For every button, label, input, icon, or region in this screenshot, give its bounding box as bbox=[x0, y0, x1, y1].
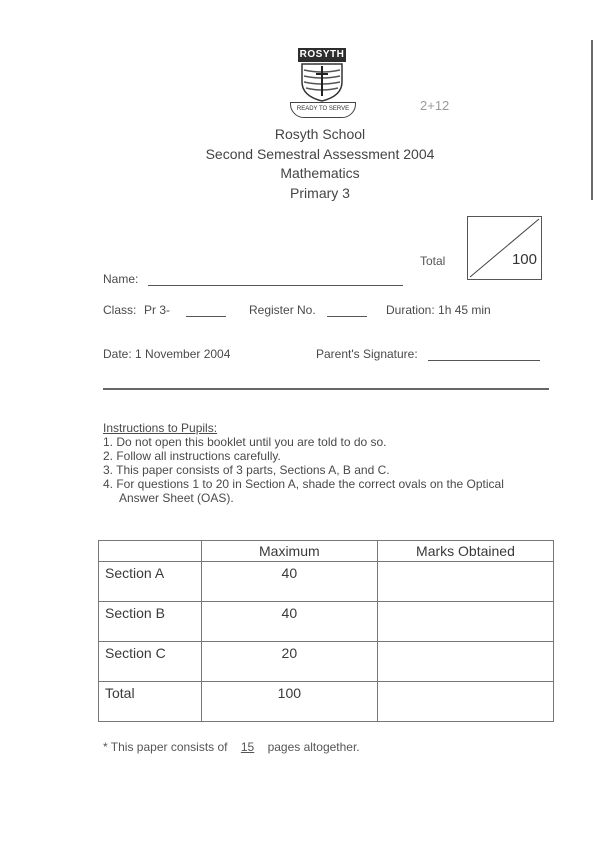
section-cell: Section A bbox=[99, 562, 202, 602]
score-out-of: 100 bbox=[511, 251, 537, 268]
instruction-item: Answer Sheet (OAS). bbox=[103, 491, 234, 505]
date-text: Date: 1 November 2004 bbox=[103, 347, 231, 361]
level-title: Primary 3 bbox=[290, 185, 350, 201]
name-line[interactable] bbox=[148, 285, 403, 286]
instructions-title: Instructions to Pupils: bbox=[103, 421, 218, 435]
register-line[interactable] bbox=[327, 316, 367, 317]
total-label: Total bbox=[420, 254, 446, 268]
instruction-item: 1. Do not open this booklet until you are told to do so. bbox=[103, 435, 387, 449]
obtained-cell[interactable] bbox=[377, 682, 553, 722]
table-header-blank bbox=[99, 541, 202, 562]
assessment-title: Second Semestral Assessment 2004 bbox=[205, 146, 435, 162]
name-label: Name: bbox=[103, 272, 139, 286]
table-row bbox=[99, 562, 554, 602]
parent-signature-label: Parent's Signature: bbox=[316, 347, 418, 361]
section-cell: Total bbox=[99, 682, 202, 722]
page-count: 15 bbox=[240, 740, 255, 754]
maximum-cell: 20 bbox=[201, 642, 377, 682]
handwritten-mark: 2+12 bbox=[420, 98, 450, 113]
table-header-row bbox=[99, 541, 554, 562]
footnote-suffix: pages altogether. bbox=[267, 740, 360, 754]
obtained-cell[interactable] bbox=[377, 642, 553, 682]
class-value: Pr 3- bbox=[144, 303, 171, 317]
divider bbox=[103, 388, 549, 390]
signature-line[interactable] bbox=[428, 360, 540, 361]
maximum-cell: 40 bbox=[201, 602, 377, 642]
table-row bbox=[99, 602, 554, 642]
score-diagonal bbox=[468, 217, 541, 279]
instruction-item: 4. For questions 1 to 20 in Section A, shade the correct ovals on the Optical bbox=[103, 477, 504, 491]
section-cell: Section C bbox=[99, 642, 202, 682]
logo-banner: ROSYTH bbox=[299, 49, 345, 60]
page-count-footnote bbox=[103, 740, 360, 754]
shield-icon bbox=[300, 62, 344, 102]
total-score-box bbox=[467, 216, 542, 280]
class-label: Class: bbox=[103, 303, 137, 317]
instruction-item: 3. This paper consists of 3 parts, Sections A, B and C. bbox=[103, 463, 390, 477]
table-header-marks-obtained: Marks Obtained bbox=[377, 541, 553, 562]
duration-text: Duration: 1h 45 min bbox=[386, 303, 491, 317]
maximum-cell: 100 bbox=[201, 682, 377, 722]
marks-table bbox=[98, 540, 554, 722]
maximum-cell: 40 bbox=[201, 562, 377, 602]
instruction-item: 2. Follow all instructions carefully. bbox=[103, 449, 281, 463]
school-crest-logo bbox=[290, 48, 354, 120]
logo-motto-ribbon: READY TO SERVE bbox=[290, 102, 356, 118]
school-name: Rosyth School bbox=[274, 126, 366, 142]
class-line[interactable] bbox=[186, 316, 226, 317]
table-header-maximum: Maximum bbox=[201, 541, 377, 562]
obtained-cell[interactable] bbox=[377, 602, 553, 642]
subject-title: Mathematics bbox=[280, 165, 360, 181]
section-cell: Section B bbox=[99, 602, 202, 642]
table-row bbox=[99, 642, 554, 682]
instructions-block bbox=[103, 421, 504, 505]
footnote-prefix: * This paper consists of bbox=[103, 740, 228, 754]
register-label: Register No. bbox=[249, 303, 316, 317]
table-row bbox=[99, 682, 554, 722]
obtained-cell[interactable] bbox=[377, 562, 553, 602]
